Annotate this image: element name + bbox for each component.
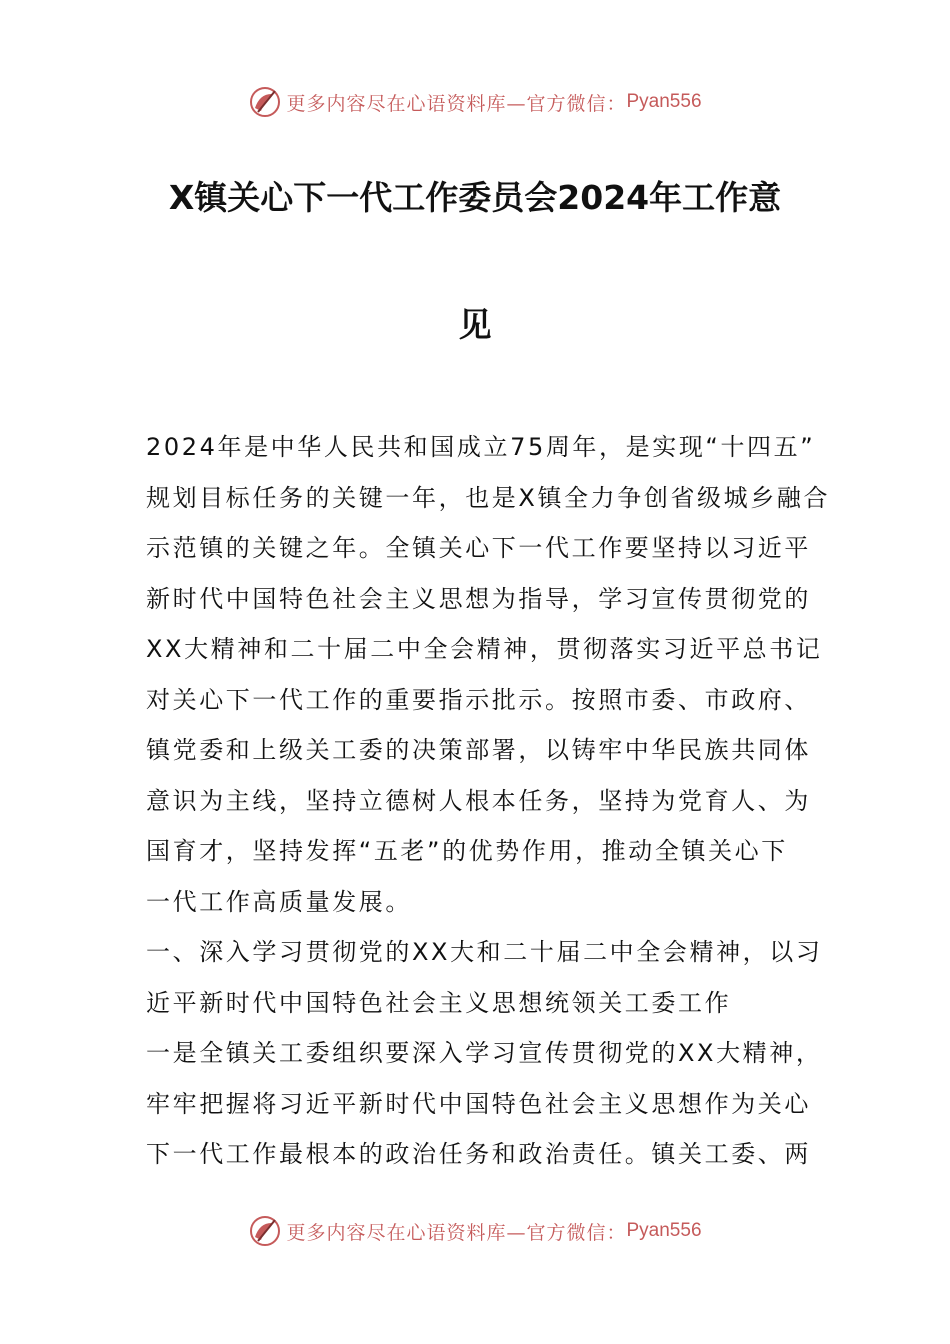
body-line: 牢牢把握将习近平新时代中国特色社会主义思想作为关心: [146, 1089, 811, 1118]
body-line: XX大精神和二十届二中全会精神，贯彻落实习近平总书记: [146, 635, 823, 663]
footer-wechat-id: Pyan556: [626, 1220, 702, 1241]
brand-logo-icon: [248, 1214, 282, 1248]
document-title-line-1: X镇关心下一代工作委员会2024年工作意: [168, 178, 782, 217]
document-title-line-2: 见: [458, 305, 492, 344]
footer-banner-text: 更多内容尽在心语资料库—官方微信：: [286, 1221, 627, 1244]
section-heading: 近平新时代中国特色社会主义思想统领关工委工作: [146, 988, 732, 1017]
brand-logo-icon: [248, 85, 282, 119]
body-line: 国育才，坚持发挥“五老”的优势作用，推动全镇关心下: [146, 837, 788, 865]
body-line: 下一代工作最根本的政治任务和政治责任。镇关工委、两: [146, 1140, 811, 1168]
body-line: 规划目标任务的关键一年，也是X镇全力争创省级城乡融合: [146, 483, 831, 512]
body-line: 镇党委和上级关工委的决策部署，以铸牢中华民族共同体: [146, 736, 811, 764]
section-heading: 一、深入学习贯彻党的XX大和二十届二中全会精神，以习: [146, 938, 823, 966]
document-body: [146, 428, 831, 1186]
footer-banner: [0, 1211, 950, 1251]
body-line: 一代工作高质量发展。: [146, 887, 412, 916]
header-wechat-id: Pyan556: [626, 91, 702, 112]
body-line: 2024年是中华人民共和国成立75周年，是实现“十四五”: [146, 433, 816, 461]
body-line: 意识为主线，坚持立德树人根本任务，坚持为党育人、为: [146, 786, 811, 815]
header-banner: [0, 82, 950, 122]
body-line: 新时代中国特色社会主义思想为指导，学习宣传贯彻党的: [146, 584, 811, 613]
body-line: 对关心下一代工作的重要指示批示。按照市委、市政府、: [146, 685, 811, 714]
body-line: 示范镇的关键之年。全镇关心下一代工作要坚持以习近平: [146, 534, 811, 562]
body-line: 一是全镇关工委组织要深入学习宣传贯彻党的XX大精神，: [146, 1039, 823, 1067]
header-banner-text: 更多内容尽在心语资料库—官方微信：: [286, 92, 627, 115]
